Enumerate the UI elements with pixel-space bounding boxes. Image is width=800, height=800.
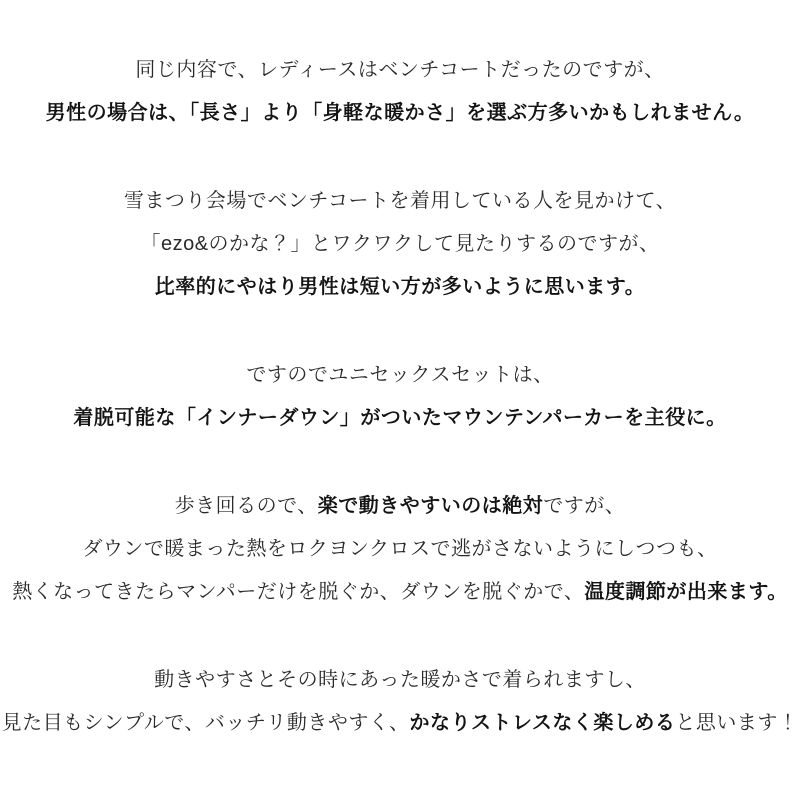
text-line xyxy=(0,354,800,397)
text-line xyxy=(0,702,800,745)
text-line xyxy=(0,397,800,440)
emphasized-text-run: 温度調節が出来ます。 xyxy=(584,581,788,603)
text-run: と思います！ xyxy=(675,712,799,734)
text-line xyxy=(0,266,800,309)
paragraph xyxy=(0,659,800,745)
text-line xyxy=(0,659,800,702)
paragraph xyxy=(0,354,800,440)
text-line xyxy=(0,92,800,135)
text-run: 雪まつり会場でベンチコートを着用している人を見かけて、 xyxy=(123,190,677,212)
text-run: ですが、 xyxy=(543,495,626,517)
text-run: ですのでユニセックスセットは、 xyxy=(246,364,554,386)
paragraph xyxy=(0,180,800,309)
emphasized-text-run: 男性の場合は、「長さ」より「身軽な暖かさ」を選ぶ方多いかもしれません。 xyxy=(45,102,755,124)
emphasized-text-run: かなりストレスなく楽しめる xyxy=(409,712,676,734)
paragraph xyxy=(0,485,800,614)
text-line xyxy=(0,528,800,571)
text-run: 同じ内容で、レディースはベンチコートだったのですが、 xyxy=(135,59,665,81)
text-run: 見た目もシンプルで、バッチリ動きやすく、 xyxy=(1,712,410,734)
emphasized-text-run: 楽で動きやすいのは絶対 xyxy=(317,495,544,517)
emphasized-text-run: 着脱可能な「インナーダウン」がついたマウンテンパーカーを主役に。 xyxy=(73,407,727,429)
paragraph xyxy=(0,49,800,135)
text-line xyxy=(0,223,800,266)
text-line xyxy=(0,180,800,223)
text-run: ダウンで暖まった熱をロクヨンクロスで逃がさないようにしつつも、 xyxy=(82,538,718,560)
text-run: 「ezo&のかな？」とワクワクして見たりするのですが、 xyxy=(140,233,660,255)
text-run: 熱くなってきたらマンパーだけを脱ぐか、ダウンを脱ぐかで、 xyxy=(12,581,585,603)
text-line xyxy=(0,571,800,614)
text-line xyxy=(0,485,800,528)
text-run: 歩き回るので、 xyxy=(174,495,318,517)
text-line xyxy=(0,49,800,92)
text-run: 動きやすさとその時にあった暖かさで着られますし、 xyxy=(154,669,646,691)
paragraph-list xyxy=(0,49,800,745)
emphasized-text-run: 比率的にやはり男性は短い方が多いように思います。 xyxy=(154,276,646,298)
